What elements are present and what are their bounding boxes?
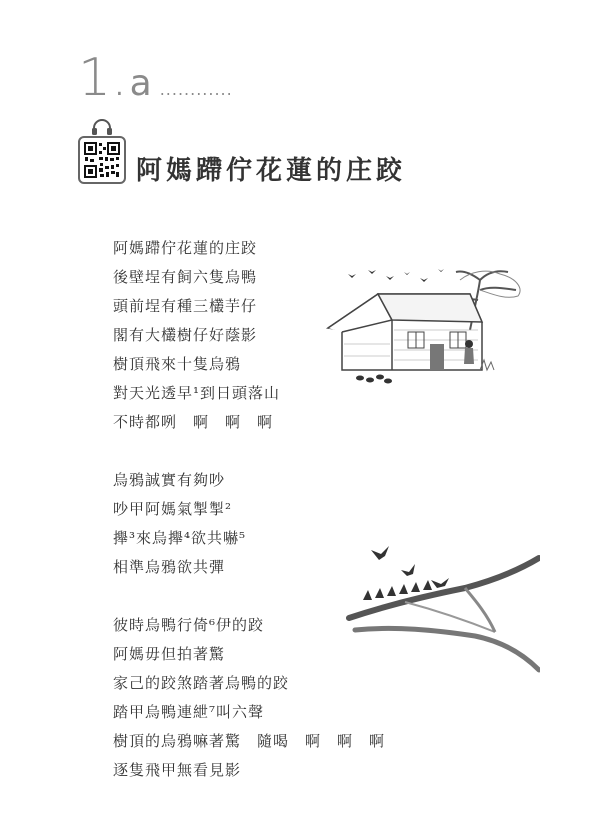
- poem-line: 阿媽毋但拍著驚: [113, 645, 226, 663]
- chapter-separator: .: [111, 48, 128, 108]
- crows-on-branch-illustration: [345, 540, 540, 680]
- poem-line: 烏鴉誠實有夠吵: [113, 471, 226, 489]
- poem-line: 彼時烏鴨行倚⁶伊的跤: [113, 616, 265, 634]
- poem-line: 對天光透早¹到日頭落山: [113, 384, 281, 402]
- poem-line: 家己的跤煞踏著烏鴨的跤: [113, 674, 290, 692]
- poem-line: 攑³來烏攑⁴欲共嚇⁵: [113, 529, 247, 547]
- poem-line: 逐隻飛甲無看見影: [113, 761, 242, 779]
- poem-line: 不時都咧 啊 啊 啊: [113, 413, 274, 431]
- chapter-letter: a: [129, 63, 152, 104]
- flying-crows: [348, 269, 444, 282]
- qr-code-icon[interactable]: [78, 136, 126, 184]
- chapter-number: 1: [78, 48, 110, 108]
- poem-line: 阿媽蹛佇花蓮的庄跤: [113, 239, 258, 257]
- headphone-icon[interactable]: [91, 118, 113, 136]
- ducks: [356, 375, 392, 384]
- chapter-heading: [78, 48, 233, 108]
- poem-line: 頭前埕有種三欉芋仔: [113, 297, 258, 315]
- poem-line: 吵甲阿媽氣掣掣²: [113, 500, 233, 518]
- poem-line: 相準烏鴉欲共彈: [113, 558, 226, 576]
- poem-line: 踏甲烏鴨連紲⁷叫六聲: [113, 703, 265, 721]
- poem-line: 樹頂飛來十隻烏鴉: [113, 355, 242, 373]
- page-title: 阿媽蹛佇花蓮的庄跤: [136, 156, 407, 186]
- farmhouse-illustration: [320, 260, 530, 390]
- flying-crows: [371, 546, 449, 588]
- poem-line: 樹頂的烏鴉嘛著驚 隨喝 啊 啊 啊: [113, 732, 386, 750]
- poem-line: 閣有大欉樹仔好蔭影: [113, 326, 258, 344]
- chapter-dots: ............: [159, 80, 233, 99]
- poem-line: 後壁埕有飼六隻烏鴨: [113, 268, 258, 286]
